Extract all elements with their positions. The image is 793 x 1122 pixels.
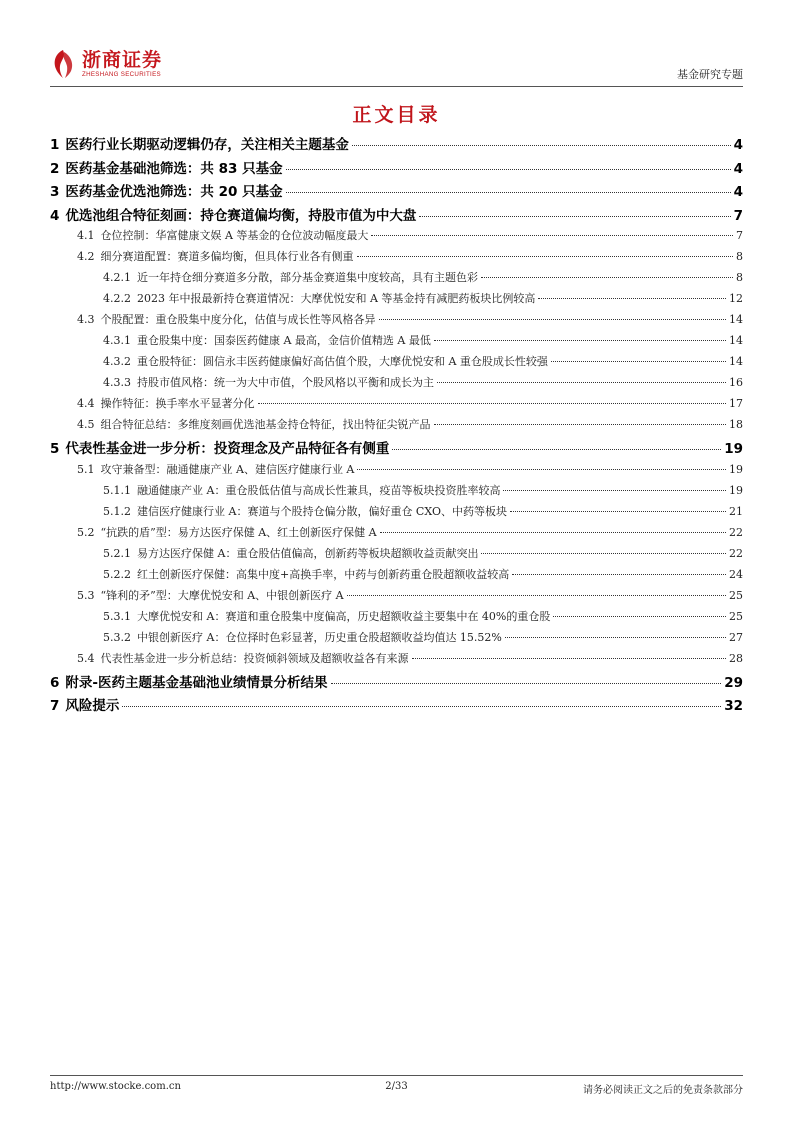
toc-entry-number: 4.1: [77, 229, 95, 242]
toc-entry-number: 5.3.2: [103, 630, 131, 644]
toc-entry-page: 22: [729, 525, 743, 539]
toc-entry[interactable]: [50, 180, 743, 204]
toc-entry-title: 优选池组合特征刻画：持仓赛道偏均衡，持股市值为中大盘: [65, 207, 417, 224]
toc-entry-title: 医药基金优选池筛选：共 20 只基金: [65, 184, 283, 200]
toc-title: 正文目录: [352, 104, 441, 126]
toc-entry-page: 22: [729, 546, 743, 560]
toc-entry-title: 中银创新医疗 A：仓位择时色彩显著，历史重仓股超额收益均值达 15.52%: [137, 630, 502, 644]
toc-dot-leader: [419, 216, 730, 217]
report-type: 基金研究专题: [677, 68, 743, 81]
toc-entry-number: 4.3.3: [103, 376, 131, 389]
toc-dot-leader: [481, 553, 726, 554]
toc-entry-number: 5.1.2: [103, 504, 131, 518]
toc-entry[interactable]: [50, 157, 743, 181]
toc-entry-number: 6: [50, 674, 60, 691]
toc-entry-page: 4: [733, 184, 743, 200]
toc-entry-page: 24: [729, 567, 743, 581]
toc-entry-page: 4: [733, 137, 743, 153]
toc-dot-leader: [347, 595, 726, 596]
toc-entry-page: 17: [729, 397, 743, 410]
toc-dot-leader: [357, 256, 734, 257]
toc-dot-leader: [331, 683, 722, 684]
toc-dot-leader: [553, 616, 726, 617]
toc-entry-page: 25: [729, 609, 743, 623]
toc-entry[interactable]: [50, 269, 743, 290]
toc-dot-leader: [510, 511, 726, 512]
toc-entry-page: 7: [733, 207, 743, 224]
toc-entry[interactable]: [50, 332, 743, 353]
footer-divider: [50, 1075, 743, 1076]
toc-entry-page: 29: [724, 674, 743, 691]
toc-entry-title: “锋利的矛”型：大摩优悦安和 A、中银创新医疗 A: [100, 588, 344, 602]
toc-entry-number: 5.2.2: [103, 567, 131, 581]
toc-dot-leader: [503, 490, 726, 491]
toc-entry-title: 附录-医药主题基金基础池业绩情景分析结果: [65, 674, 328, 691]
toc-dot-leader: [481, 277, 733, 278]
zheshang-logo: [50, 44, 162, 84]
table-of-contents: [50, 133, 743, 718]
toc-entry[interactable]: [50, 482, 743, 503]
toc-entry[interactable]: [50, 374, 743, 395]
toc-entry[interactable]: [50, 248, 743, 269]
toc-entry-page: 16: [729, 376, 743, 389]
toc-entry-title: 攻守兼备型：融通健康产业 A、建信医疗健康行业 A: [100, 462, 355, 476]
toc-entry[interactable]: [50, 133, 743, 157]
logo-mark-icon: [50, 48, 76, 80]
toc-dot-leader: [505, 637, 726, 638]
toc-entry-number: 4.2: [77, 250, 95, 263]
toc-entry-number: 5.1: [77, 462, 95, 476]
toc-entry-number: 5.3: [77, 588, 95, 602]
toc-entry-title: 持股市值风格：统一为大中市值，个股风格以平衡和成长为主: [137, 376, 434, 389]
toc-dot-leader: [434, 340, 726, 341]
toc-entry-title: 细分赛道配置：赛道多偏均衡，但具体行业各有侧重: [100, 250, 354, 263]
toc-entry-page: 8: [736, 250, 743, 263]
toc-entry-number: 4.4: [77, 397, 95, 410]
toc-entry[interactable]: [50, 629, 743, 650]
toc-entry-page: 32: [724, 698, 743, 714]
toc-entry-number: 4.3: [77, 313, 95, 326]
toc-entry[interactable]: [50, 395, 743, 416]
toc-entry-number: 4.3.1: [103, 334, 131, 347]
toc-entry-number: 5.2.1: [103, 546, 131, 560]
toc-entry[interactable]: [50, 694, 743, 718]
toc-entry[interactable]: [50, 566, 743, 587]
toc-entry[interactable]: [50, 227, 743, 248]
toc-entry-page: 7: [736, 229, 743, 242]
toc-entry-number: 5.2: [77, 525, 95, 539]
toc-entry[interactable]: [50, 290, 743, 311]
toc-dot-leader: [122, 706, 721, 707]
toc-entry[interactable]: [50, 353, 743, 374]
toc-dot-leader: [371, 235, 733, 236]
toc-entry-number: 5: [50, 441, 60, 457]
toc-entry-title: 融通健康产业 A：重仓股低估值与高成长性兼具，疫苗等板块投资胜率较高: [137, 483, 501, 497]
toc-entry[interactable]: [50, 524, 743, 545]
toc-entry[interactable]: [50, 204, 743, 228]
toc-dot-leader: [357, 469, 726, 470]
page-indicator: 2/33: [385, 1081, 408, 1092]
toc-dot-leader: [538, 298, 726, 299]
toc-entry-page: 25: [729, 588, 743, 602]
toc-dot-leader: [379, 319, 727, 320]
toc-entry-title: 组合特征总结：多维度刻画优选池基金持仓特征，找出特征尖锐产品: [100, 418, 431, 431]
toc-entry-title: 代表性基金进一步分析：投资理念及产品特征各有侧重: [65, 441, 390, 457]
page-header: [50, 44, 743, 86]
toc-entry-title: 风险提示: [65, 698, 120, 714]
toc-entry-number: 2: [50, 160, 60, 177]
footer-website-link[interactable]: http://www.stocke.com.cn: [50, 1081, 181, 1092]
toc-entry-title: 红土创新医疗保健：高集中度+高换手率，中药与创新药重仓股超额收益较高: [137, 567, 510, 581]
toc-dot-leader: [380, 532, 726, 533]
toc-entry-page: 14: [729, 334, 743, 347]
toc-entry[interactable]: [50, 671, 743, 695]
header-divider: [50, 86, 743, 87]
toc-entry-title: 建信医疗健康行业 A：赛道与个股持仓偏分散，偏好重仓 CXO、中药等板块: [137, 504, 508, 518]
toc-dot-leader: [551, 361, 726, 362]
toc-entry-title: 个股配置：重仓股集中度分化，估值与成长性等风格各异: [100, 313, 376, 326]
disclaimer-notice: 请务必阅读正文之后的免责条款部分: [583, 1085, 743, 1096]
toc-entry-title: 大摩优悦安和 A：赛道和重仓股集中度偏高，历史超额收益主要集中在 40%的重仓股: [137, 609, 551, 623]
toc-entry-number: 4.2.2: [103, 292, 131, 305]
toc-entry[interactable]: [50, 587, 743, 608]
toc-entry-page: 19: [724, 441, 743, 457]
toc-dot-leader: [352, 145, 731, 146]
toc-dot-leader: [434, 424, 727, 425]
toc-entry-number: 4.3.2: [103, 355, 131, 368]
toc-entry-title: “抗跌的盾”型：易方达医疗保健 A、红土创新医疗保健 A: [100, 525, 377, 539]
toc-entry[interactable]: [50, 416, 743, 437]
toc-entry-page: 19: [729, 462, 743, 476]
toc-entry-title: 操作特征：换手率水平显著分化: [100, 397, 255, 410]
toc-entry-number: 7: [50, 698, 60, 714]
toc-entry[interactable]: [50, 461, 743, 482]
toc-dot-leader: [286, 192, 731, 193]
toc-entry-number: 5.1.1: [103, 483, 131, 497]
toc-entry-number: 4: [50, 207, 60, 224]
toc-entry-page: 8: [736, 271, 743, 284]
toc-dot-leader: [512, 574, 726, 575]
toc-entry-page: 18: [729, 418, 743, 431]
toc-dot-leader: [258, 403, 727, 404]
toc-entry-title: 近一年持仓细分赛道多分散，部分基金赛道集中度较高，具有主题色彩: [137, 271, 478, 284]
toc-dot-leader: [286, 169, 731, 170]
toc-dot-leader: [412, 658, 727, 659]
toc-entry[interactable]: [50, 545, 743, 566]
toc-entry[interactable]: [50, 650, 743, 671]
toc-entry-title: 易方达医疗保健 A：重仓股估值偏高，创新药等板块超额收益贡献突出: [137, 546, 479, 560]
toc-entry-number: 4.2.1: [103, 271, 131, 284]
toc-entry[interactable]: [50, 311, 743, 332]
toc-entry-page: 4: [733, 160, 743, 177]
toc-dot-leader: [392, 449, 721, 450]
toc-dot-leader: [437, 382, 726, 383]
toc-entry-page: 28: [729, 651, 743, 665]
toc-entry-page: 19: [729, 483, 743, 497]
toc-entry-number: 3: [50, 184, 60, 200]
toc-entry-number: 4.5: [77, 418, 95, 431]
toc-entry-title: 重仓股集中度：国泰医药健康 A 最高，金信价值精选 A 最低: [137, 334, 431, 347]
toc-entry-page: 21: [729, 504, 743, 518]
logo-english-name: ZHESHANG SECURITIES: [82, 71, 161, 78]
toc-entry-number: 1: [50, 137, 60, 153]
toc-entry-page: 12: [729, 292, 743, 305]
toc-entry[interactable]: [50, 503, 743, 524]
toc-entry[interactable]: [50, 437, 743, 461]
toc-entry-title: 2023 年中报最新持仓赛道情况：大摩优悦安和 A 等基金持有减肥药板块比例较高: [137, 292, 536, 305]
toc-entry-title: 仓位控制：华富健康文娱 A 等基金的仓位波动幅度最大: [100, 229, 369, 242]
toc-entry-title: 医药基金基础池筛选：共 83 只基金: [65, 160, 283, 177]
toc-entry-number: 5.4: [77, 651, 95, 665]
logo-chinese-name: 浙商证券: [82, 49, 163, 71]
toc-entry-title: 重仓股特征：圆信永丰医药健康偏好高估值个股，大摩优悦安和 A 重仓股成长性较强: [137, 355, 548, 368]
toc-entry-title: 代表性基金进一步分析总结：投资倾斜领域及超额收益各有来源: [100, 651, 409, 665]
toc-entry-page: 27: [729, 630, 743, 644]
toc-entry-page: 14: [729, 355, 743, 368]
toc-entry-title: 医药行业长期驱动逻辑仍存，关注相关主题基金: [65, 137, 349, 153]
toc-entry[interactable]: [50, 608, 743, 629]
toc-entry-page: 14: [729, 313, 743, 326]
toc-entry-number: 5.3.1: [103, 609, 131, 623]
